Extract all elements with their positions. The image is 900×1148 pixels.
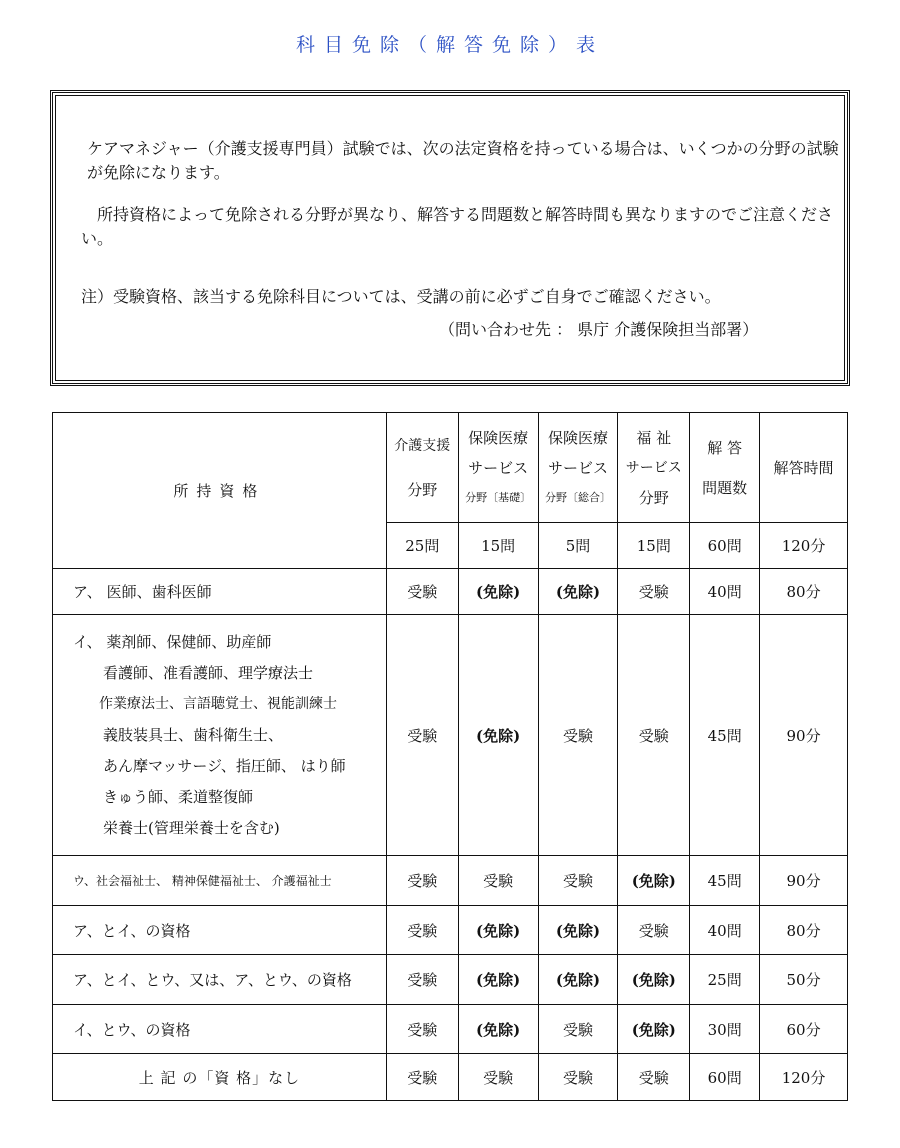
exemption-table: [52, 412, 848, 1101]
table-row: [53, 569, 848, 615]
cell: 受験: [618, 569, 690, 615]
cell: (免除): [458, 569, 538, 615]
cell: 受験: [618, 615, 690, 856]
cell: 受験: [386, 906, 458, 955]
count-cell: 25問: [386, 523, 458, 569]
table-row: [53, 955, 848, 1005]
cell: 受験: [386, 1054, 458, 1101]
cell: (免除): [458, 1005, 538, 1054]
cell: 受験: [386, 955, 458, 1005]
cell: 120分: [760, 1054, 848, 1101]
count-cell: 60問: [690, 523, 760, 569]
cell: 45問: [690, 856, 760, 906]
cell: 受験: [618, 1054, 690, 1101]
cell: 受験: [538, 1005, 618, 1054]
cell: 50分: [760, 955, 848, 1005]
notice-contact: （問い合わせ先 ： 県庁 介護保険担当部署）: [439, 320, 759, 339]
cell: 受験: [458, 1054, 538, 1101]
row-label: 上 記 の「資 格」なし: [53, 1054, 387, 1101]
table-row: [53, 906, 848, 955]
table-row: [53, 1054, 848, 1101]
row-label: ア、とイ、の資格: [53, 906, 387, 955]
cell: 90分: [760, 615, 848, 856]
table-row: [53, 856, 848, 906]
cell: (免除): [618, 1005, 690, 1054]
header-welfare: 福 祉 サービス 分野: [618, 413, 690, 523]
table-row: [53, 615, 848, 856]
cell: 受験: [386, 615, 458, 856]
row-label: ア、とイ、とウ、又は、ア、とウ、の資格: [53, 955, 387, 1005]
cell: 受験: [538, 856, 618, 906]
cell: 25問: [690, 955, 760, 1005]
notice-note: 注）受験資格、該当する免除科目については、受講の前に必ずご自身でご確認ください。: [81, 287, 721, 306]
cell: (免除): [538, 906, 618, 955]
cell: 40問: [690, 569, 760, 615]
page-title: 科目免除（解答免除）表: [295, 34, 604, 56]
cell: 80分: [760, 906, 848, 955]
cell: (免除): [458, 615, 538, 856]
notice-paragraph-2: 所持資格によって免除される分野が異なり、解答する問題数と解答時間も異なりますのでご注意ください。: [81, 205, 834, 248]
header-qualification: 所持資格: [53, 413, 387, 569]
cell: 40問: [690, 906, 760, 955]
cell: (免除): [538, 955, 618, 1005]
cell: 受験: [386, 569, 458, 615]
cell: 90分: [760, 856, 848, 906]
cell: (免除): [618, 856, 690, 906]
count-cell: 15問: [618, 523, 690, 569]
cell: 30問: [690, 1005, 760, 1054]
cell: (免除): [458, 955, 538, 1005]
count-cell: 120分: [760, 523, 848, 569]
row-label: ウ、社会福祉士、 精神保健福祉士、 介護福祉士: [53, 856, 387, 906]
cell: (免除): [618, 955, 690, 1005]
header-answer-time: 解答時間: [760, 413, 848, 523]
cell: 受験: [386, 856, 458, 906]
row-label: イ、 薬剤師、保健師、助産師 看護師、准看護師、理学療法士 作業療法士、言語聴覚士、視能訓練士 義肢装具士、歯科衛生士、 あん摩マッサージ、指圧師、 はり師 きゅう師、柔道整復師 栄養士(管理栄養士を含む): [53, 615, 387, 856]
cell: 受験: [618, 906, 690, 955]
table-header-row: [53, 413, 848, 523]
header-medical-basic: 保険医療 サービス 分野〔基礎〕: [458, 413, 538, 523]
cell: 60分: [760, 1005, 848, 1054]
header-medical-general: 保険医療 サービス 分野〔総合〕: [538, 413, 618, 523]
cell: 受験: [538, 615, 618, 856]
notice-box: [50, 90, 850, 386]
cell: 45問: [690, 615, 760, 856]
count-cell: 5問: [538, 523, 618, 569]
notice-paragraph-1: ケアマネジャー（介護支援専門員）試験では、次の法定資格を持っている場合は、いくつかの分野の試験が免除になります。: [87, 139, 839, 182]
cell: 受験: [386, 1005, 458, 1054]
row-label: ア、 医師、歯科医師: [53, 569, 387, 615]
cell: 受験: [458, 856, 538, 906]
table-row: [53, 1005, 848, 1054]
cell: 60問: [690, 1054, 760, 1101]
row-label: イ、とウ、の資格: [53, 1005, 387, 1054]
count-cell: 15問: [458, 523, 538, 569]
header-answer-count: 解 答 問題数: [690, 413, 760, 523]
cell: 80分: [760, 569, 848, 615]
cell: (免除): [458, 906, 538, 955]
cell: (免除): [538, 569, 618, 615]
header-care-support: 介護支援 分野: [386, 413, 458, 523]
cell: 受験: [538, 1054, 618, 1101]
